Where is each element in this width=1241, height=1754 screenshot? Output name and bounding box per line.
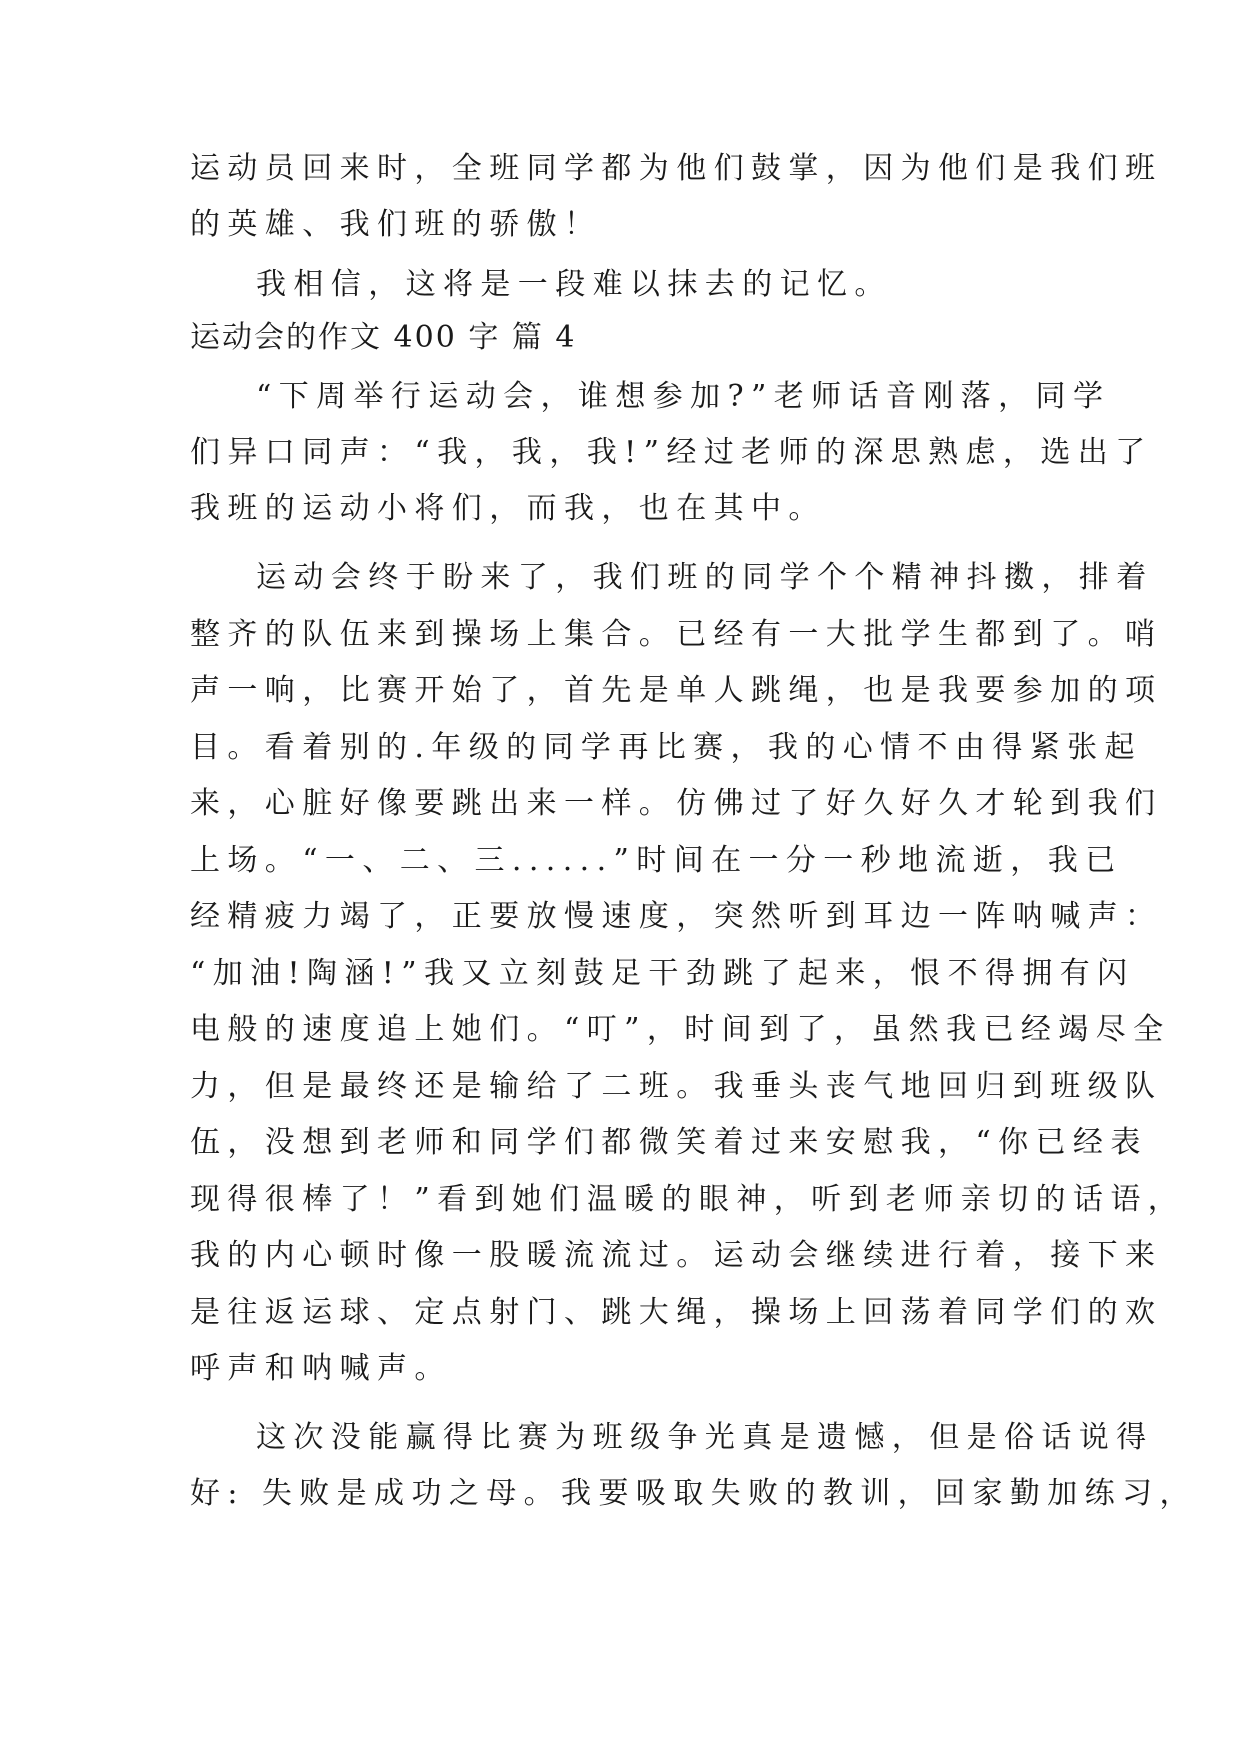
text-line: 电般的速度追上她们。“叮”，时间到了，虽然我已经竭尽全 bbox=[190, 1012, 1171, 1047]
text-line: “下周举行运动会，谁想参加?”老师话音刚落，同学 bbox=[256, 379, 1111, 414]
text-line: 好: 失败是成功之母。我要吸取失败的教训，回家勤加练习， bbox=[190, 1476, 1197, 1511]
text-line: “加油!陶涵!”我又立刻鼓足干劲跳了起来，恨不得拥有闪 bbox=[190, 956, 1135, 991]
text-line: 目。看着别的.年级的同学再比赛，我的心情不由得紧张起 bbox=[190, 730, 1142, 765]
section-heading: 运动会的作文 400 字 篇 4 bbox=[190, 320, 577, 355]
text-line: 上场。“一、二、三......”时间在一分一秒地流逝，我已 bbox=[190, 843, 1123, 878]
text-line: 呼声和呐喊声。 bbox=[190, 1351, 452, 1386]
text-line: 是往返运球、定点射门、跳大绳，操场上回荡着同学们的欢 bbox=[190, 1295, 1163, 1330]
text-line: 运动会终于盼来了，我们班的同学个个精神抖擞，排着 bbox=[256, 560, 1154, 595]
text-line: 经精疲力竭了，正要放慢速度，突然听到耳边一阵呐喊声： bbox=[190, 899, 1163, 934]
text-line: 这次没能赢得比赛为班级争光真是遗憾，但是俗话说得 bbox=[256, 1420, 1154, 1455]
text-line: 的英雄、我们班的骄傲！ bbox=[190, 207, 602, 242]
text-line: 运动员回来时，全班同学都为他们鼓掌，因为他们是我们班 bbox=[190, 151, 1163, 186]
text-line: 我的内心顿时像一股暖流流过。运动会继续进行着，接下来 bbox=[190, 1238, 1163, 1273]
text-line: 来，心脏好像要跳出来一样。仿佛过了好久好久才轮到我们 bbox=[190, 786, 1163, 821]
text-line: 们异口同声：“我，我，我!”经过老师的深思熟虑，选出了 bbox=[190, 435, 1153, 470]
text-line: 我相信，这将是一段难以抹去的记忆。 bbox=[256, 267, 892, 302]
text-line: 我班的运动小将们，而我，也在其中。 bbox=[190, 491, 826, 526]
text-line: 伍，没想到老师和同学们都微笑着过来安慰我，“你已经表 bbox=[190, 1125, 1148, 1160]
text-line: 现得很棒了！”看到她们温暖的眼神，听到老师亲切的话语， bbox=[190, 1182, 1186, 1217]
text-line: 声一响，比赛开始了，首先是单人跳绳，也是我要参加的项 bbox=[190, 673, 1163, 708]
text-line: 力，但是最终还是输给了二班。我垂头丧气地回归到班级队 bbox=[190, 1069, 1163, 1104]
text-line: 整齐的队伍来到操场上集合。已经有一大批学生都到了。哨 bbox=[190, 617, 1163, 652]
